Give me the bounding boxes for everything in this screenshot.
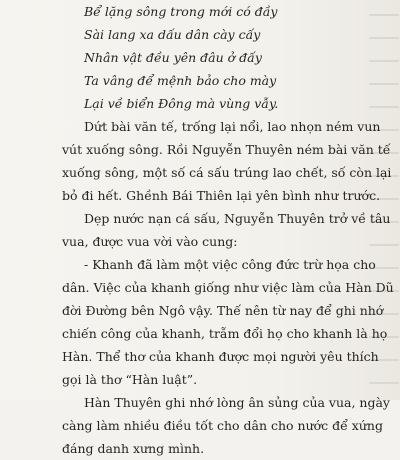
text-line: Dẹp nước nạn cá sấu, Nguyễn Thuyên trở về tâu bbox=[84, 211, 391, 226]
text-line: bỏ đi hết. Ghềnh Bái Thiên lại yên bình như trước. bbox=[62, 188, 381, 203]
text-line-cropped: đáng danh xưng mình. bbox=[62, 441, 205, 456]
poem-line: Bể lặng sông trong mới có đầy bbox=[84, 4, 278, 19]
text-line: gọi là thơ “Hàn luật”. bbox=[62, 372, 198, 387]
text-line: vút xuống sông. Rồi Nguyễn Thuyên ném bài văn tế bbox=[62, 142, 391, 157]
poem-line: Lại về biển Đông mà vùng vẫy. bbox=[84, 96, 279, 111]
poem-stanza bbox=[62, 0, 362, 115]
text-line: - Khanh đã làm một việc công đức trừ họa cho bbox=[84, 257, 376, 272]
paragraph-4 bbox=[62, 391, 390, 456]
text-line: dân. Việc của khanh giống như việc làm của Hàn Dũ bbox=[62, 280, 394, 295]
poem-line: Sài lang xa dấu dân cày cấy bbox=[84, 27, 261, 42]
text-line: Hàn. Thể thơ của khanh được mọi người yêu thích bbox=[62, 349, 379, 364]
poem-line: Ta vâng để mệnh bảo cho mày bbox=[84, 73, 277, 88]
text-line: Dứt bài văn tế, trống lại nổi, lao nhọn ném vun bbox=[84, 119, 381, 134]
paragraph-2 bbox=[62, 207, 391, 253]
paragraph-1 bbox=[62, 115, 392, 207]
text-line: đời Đường bên Ngô vậy. Thế nên từ nay để ghi nhớ bbox=[62, 303, 384, 318]
page-text bbox=[62, 0, 394, 456]
text-line: vua, được vua vời vào cung: bbox=[62, 234, 238, 249]
text-line: chiến công của khanh, trẫm đổi họ cho khanh là họ bbox=[62, 326, 388, 341]
text-line: càng làm nhiều điều tốt cho dân cho nước để xứng bbox=[62, 418, 383, 433]
paragraph-3 bbox=[62, 253, 394, 391]
poem-line: Nhân vật đều yên đâu ở đấy bbox=[84, 50, 262, 65]
text-line: xuống sông, một số cá sấu trúng lao chết, số còn lại bbox=[62, 165, 392, 180]
text-line: Hàn Thuyên ghi nhớ lòng ân sủng của vua, ngày bbox=[84, 395, 390, 410]
